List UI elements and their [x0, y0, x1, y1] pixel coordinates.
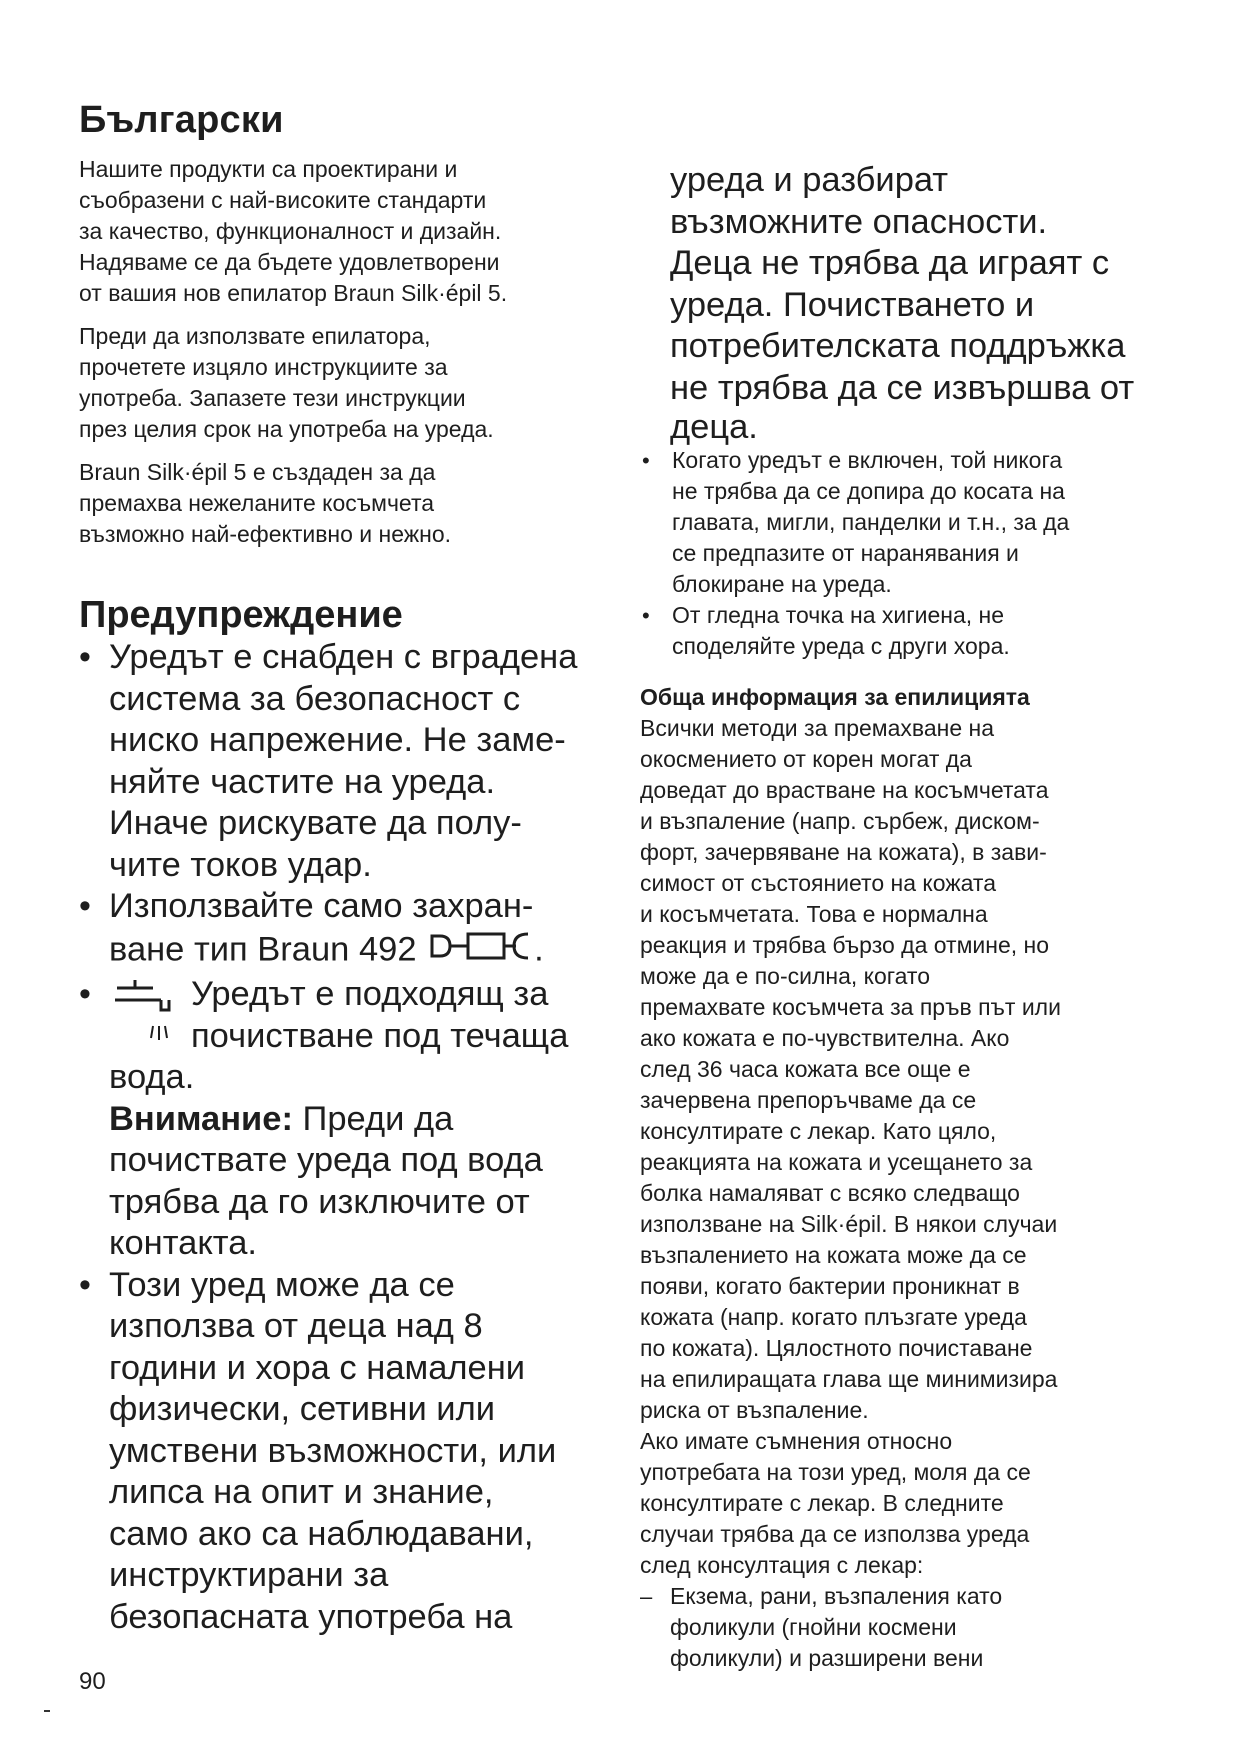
warning-list [79, 637, 639, 1638]
bullet-icon: • [642, 603, 650, 628]
bullet-icon: • [79, 1265, 91, 1304]
water-tap-icon [111, 978, 177, 1059]
warning-bullet-3: • Уредът е подходящ за почистване под течаща вода. Внимание: Преди да почиствате уреда под вода трябва да го изключите от контакта. [79, 974, 639, 1265]
warning-bullet-6: • От гледна точка на хигиена, не споделяйте уреда с други хора. [642, 602, 1010, 659]
power-supply-symbol-icon [426, 928, 534, 975]
warning-bullet-4-continued: уреда и разбират възможните опасности. Деца не трябва да играят с уреда. Почистването и потребителската поддръжка не трябва да се извършва от деца. [670, 161, 1135, 446]
warning-bullet-1: • Уредът е снабден с вградена система за безопасност с ниско напрежение. Не заме- няйте частите на уреда. Иначе рискувате да полу- чите токов удар. [79, 638, 578, 884]
dash-icon: – [640, 1584, 653, 1609]
general-info-paragraph-2: Ако имате съмнения относно употребата на този уред, моля да се консултирате с лекар. В следните случаи трябва да се използва уреда след консултация с лекар: [640, 1428, 1031, 1578]
condition-list-item: – Екзема, рани, възпаления като фоликули (гнойни космени фоликули) и разширени вени [640, 1583, 1003, 1671]
intro-paragraph-3: Braun Silk·épil 5 е създаден за да премахва нежеланите косъмчета възможно най-ефективно и нежно. [79, 459, 452, 547]
general-info-heading: Обща информация за епилицията [640, 684, 1030, 710]
warning-bullet-5: • Когато уредът е включен, той никога не трябва да се допира до косата на главата, мигли, панделки и т.н., за да се предпазите от наранявания и блокиране на уреда. [642, 447, 1070, 597]
warning-bullet-4: • Този уред може да се използва от деца над 8 години и хора с намалени физически, сетивни или умствени възможности, или липса на опит и знание, само ако са наблюдавани, инструктирани за безопасната употреба на [79, 1265, 557, 1636]
bullet-icon: • [79, 638, 91, 676]
intro-paragraph-2: Преди да използвате епилатора, прочетете изцяло инструкциите за употреба. Запазете тези инструкции през целия срок на употреба на уреда. [79, 323, 494, 442]
bullet-icon: • [79, 887, 91, 925]
warning-bullet-2: • Използвайте само захран- ване тип Braun 492 . [79, 886, 639, 974]
water-bullet-block: Уредът е подходящ за почистване под течаща [109, 974, 639, 1057]
page-number: 90 [79, 1668, 106, 1695]
general-info-paragraph-1: Всички методи за премахване на окосмението от корен могат да доведат до врастване на косъмчетата и възпаление (напр. сърбеж, диском- форт, зачервяване на кожата), в зави- симост от състоянието на кожата и косъмчетата. Това е нормална реакция и трябва бързо да отмине, но може да е по-силна, когато премахвате косъмчета за пръв път или ако кожата е по-чувствителна. Ако след 36 часа кожата все още е зачервена препоръчваме да се консултирате с лекар. Като цяло, реакцията на кожата и усещането за болка намаляват с всяко следващо използване на Silk·épil. В някои случаи възпалението на кожата може да се появи, когато бактерии проникнат в кожата (напр. когато плъзгате уреда по кожата). Цялостното почиставане на епилиращата глава ще минимизира риска от възпаление. [640, 715, 1061, 1423]
left-column [79, 96, 639, 1638]
warning-heading: Предупреждение [79, 594, 403, 636]
intro-paragraph-1: Нашите продукти са проектирани и съобразени с най-високите стандарти за качество, функционалност и дизайн. Надяваме се да бъдете удовлетворени от вашия нов епилатор Braun Silk·épil 5. [79, 156, 508, 306]
right-column [640, 160, 1180, 1674]
attention-label: Внимание: [109, 1099, 293, 1138]
corner-mark [44, 1710, 50, 1712]
page-title: Български [79, 99, 284, 141]
bullet-icon: • [642, 448, 650, 473]
bullet-icon: • [79, 975, 91, 1013]
